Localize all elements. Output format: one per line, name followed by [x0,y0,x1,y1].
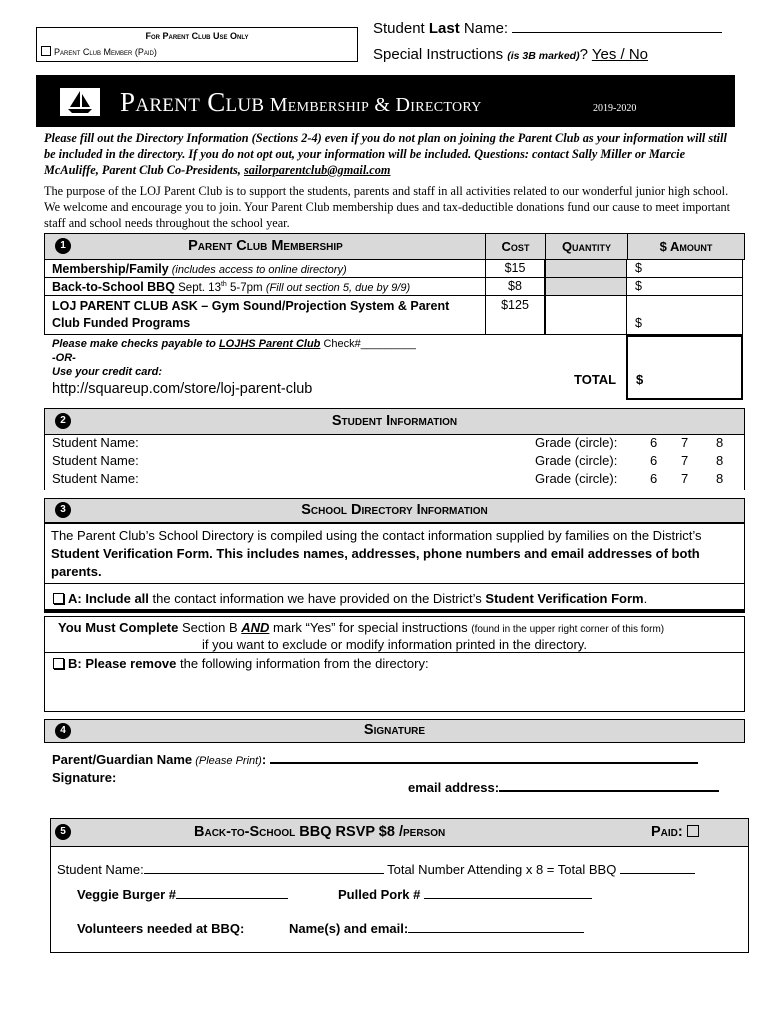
total-field[interactable] [626,335,743,400]
section2-number: 2 [55,413,71,429]
grade-7-option[interactable]: 7 [681,471,689,486]
bbq-total-text: Total Number Attending x 8 = Total BBQ [387,862,620,877]
volunteer-names-row [289,921,584,936]
must-complete-line2: if you want to exclude or modify information printed in the directory. [202,637,587,652]
membership-quantity-field[interactable] [545,259,627,278]
paid-label: Paid: [651,824,683,840]
ask-quantity-field[interactable] [545,295,627,335]
option-a-checkbox[interactable] [53,593,64,604]
option-b-box[interactable] [44,652,745,712]
section5-title: Back-to-School BBQ RSVP $8 /person [194,824,446,840]
special-yes-no-options[interactable]: Yes / No [591,46,649,63]
section3-title: School Directory Information [301,502,488,518]
must-complete-bold: You Must Complete [58,620,179,635]
office-use-box [36,27,358,62]
option-a-box [44,583,745,613]
bbq-student-row [57,861,695,877]
checks-payable-label: Please make checks payable to [52,338,219,350]
student-name-label[interactable]: Student Name: [52,435,139,450]
volunteer-names-label: Name(s) and email: [289,921,409,936]
student-last-name-row [373,20,722,37]
credit-card-url[interactable]: http://squareup.com/store/loj-parent-club [52,381,313,397]
bbq-date-sup: th [220,280,227,288]
section1-header [44,233,487,260]
signature-label: Signature: [52,770,117,785]
veggie-burger-field[interactable] [176,887,288,899]
guardian-name-row [52,752,698,767]
option-a-form-name: Student Verification Form [485,591,644,606]
bbq-total-field[interactable] [620,861,695,874]
grade-7-option[interactable]: 7 [681,453,689,468]
check-number-field[interactable]: Check#_________ [320,338,416,350]
contact-email-link[interactable]: sailorparentclub@gmail.com [243,163,391,177]
volunteer-names-field[interactable] [408,921,584,933]
credit-card-label: Use your credit card: [52,366,163,378]
option-b-plain: the following information from the directory: [176,656,429,671]
guardian-name-field[interactable] [270,752,698,764]
guardian-name-label: Parent/Guardian Name [52,752,193,767]
bbq-student-field[interactable] [144,861,384,874]
paid-member-label: Parent Club Member (Paid) [54,47,157,57]
special-instructions-row [373,46,648,63]
must-complete-line1 [58,620,664,635]
option-a-row[interactable] [53,591,647,606]
grade-6-option[interactable]: 6 [650,453,658,468]
option-b-bold: B: Please remove [68,656,177,671]
section2-header [44,408,745,435]
grade-label: Grade (circle): [535,471,618,486]
bbq-date: Sept. 13 [174,282,221,294]
quantity-column-header: Quantity [545,233,628,260]
paid-row[interactable] [651,824,703,840]
section4-title: Signature [363,722,426,738]
membership-family-label: Membership/Family [52,262,169,276]
banner-title-sub: Membership & Directory [264,94,482,116]
total-value: $ [636,372,644,387]
student-name-label[interactable]: Student Name: [52,453,139,468]
pulled-pork-field[interactable] [424,887,592,899]
or-label: -OR- [52,352,76,364]
banner-title-main: Parent Club [120,87,265,117]
grade-6-option[interactable]: 6 [650,471,658,486]
section4-header [44,719,745,743]
option-a-end: . [643,591,648,606]
intro-instructions [44,130,734,178]
special-instructions-q: ? [579,46,592,63]
special-instructions-label: Special Instructions [373,46,508,63]
bbq-time: 5-7pm [226,282,266,294]
bbq-cost: $8 [485,277,545,296]
veggie-burger-label: Veggie Burger # [77,887,176,902]
banner-title [120,87,482,118]
section3-header [44,498,745,524]
directory-description-box [44,522,745,584]
bbq-row-label-cell [44,277,486,296]
pulled-pork-label: Pulled Pork # [338,887,424,902]
last-name-label-pre: Student [373,20,429,37]
option-a-plain: the contact information we have provided on the District’s [148,591,486,606]
directory-desc-plain: The Parent Club’s School Directory is compiled using the contact information supplied by families on the District’s [51,528,702,543]
membership-amount-field[interactable]: $ [626,259,743,278]
bbq-note: (Fill out section 5, due by 9/9) [265,282,411,294]
guardian-name-colon: : [261,752,270,767]
paid-checkbox[interactable] [687,825,699,837]
option-a-bold: A: Include all [68,591,149,606]
grade-8-option[interactable]: 8 [716,471,724,486]
last-name-label-bold: Last [428,20,460,37]
volunteers-label: Volunteers needed at BBQ: [77,921,245,936]
bbq-quantity-field[interactable] [545,277,627,296]
paid-member-checkbox[interactable] [41,46,51,56]
paid-member-checkbox-row[interactable] [41,46,157,57]
must-complete-box [44,616,745,653]
must-complete-plain: Section B [178,620,242,635]
email-address-field[interactable] [499,778,719,792]
grade-label: Grade (circle): [535,435,618,450]
cost-column-header: Cost [485,233,546,260]
section5-number: 5 [55,824,71,840]
must-complete-and: AND [241,620,270,635]
banner-year: 2019-2020 [593,103,637,114]
guardian-name-note: (Please Print) [192,755,262,767]
grade-6-option[interactable]: 6 [650,435,658,450]
section1-title: Parent Club Membership [188,238,343,254]
section2-title: Student Information [331,413,458,429]
sailboat-logo-icon [60,88,100,116]
ask-cost: $125 [485,295,545,335]
membership-row-label-cell [44,259,486,278]
last-name-label-post: Name: [459,20,513,37]
grade-7-option[interactable]: 7 [681,435,689,450]
ask-label: LOJ PARENT CLUB ASK – Gym Sound/Projection System & Parent Club Funded Programs [52,299,450,330]
ask-amount-field[interactable]: $ [626,295,743,335]
email-address-label: email address: [408,780,500,795]
intro-purpose: The purpose of the LOJ Parent Club is to support the students, parents and staff in all activities related to our wonderful junior high school. We welcome and encourage you to join. Your Parent Club membership dues and tax-deductible donations fund our cause to meet important staff and school needs throughout the school year. [44,184,731,230]
special-instructions-note: (is 3B marked) [507,50,580,62]
pork-row [338,887,592,902]
option-b-checkbox[interactable] [53,658,64,669]
membership-cost: $15 [485,259,545,278]
membership-family-note: (includes access to online directory) [168,264,347,276]
checks-payee: LOJHS Parent Club [218,338,321,350]
intro-bold-text: Please fill out the Directory Information (Sections 2-4) even if you do not plan on joining the Parent Club as your information will still be included in the directory. If you do not opt out, your information will be included. Questions: contact Sally Miller or Marcie McAuliffe, Parent Club Co-Presidents, [44,131,727,177]
must-complete-small: (found in the upper right corner of this form) [471,624,665,635]
directory-desc-bold: Student Verification Form. This includes names, addresses, phone numbers and email addresses of both parents. [51,546,700,579]
section4-number: 4 [55,723,71,739]
must-complete-plain2: mark “Yes” for special instructions [269,620,472,635]
section3-number: 3 [55,502,71,518]
title-banner [36,75,735,127]
ask-row-label-cell [44,295,486,335]
veggie-row [77,887,288,902]
bbq-label: Back-to-School BBQ [52,280,175,294]
checks-payable-row [52,338,416,350]
grade-label: Grade (circle): [535,453,618,468]
section5-header [50,818,749,847]
bbq-student-label: Student Name: [57,862,144,877]
directory-description [51,527,731,581]
total-label: TOTAL [574,372,617,387]
grade-8-option[interactable]: 8 [716,435,724,450]
student-info-list [44,434,745,490]
last-name-field[interactable] [512,20,722,33]
office-use-title: For Parent Club Use Only [145,31,249,41]
section1-number: 1 [55,238,71,254]
option-b-row[interactable] [53,656,429,671]
email-row [408,778,719,795]
bbq-amount-field[interactable]: $ [626,277,743,296]
student-name-label[interactable]: Student Name: [52,471,139,486]
amount-column-header: $ Amount [627,233,745,260]
grade-8-option[interactable]: 8 [716,453,724,468]
